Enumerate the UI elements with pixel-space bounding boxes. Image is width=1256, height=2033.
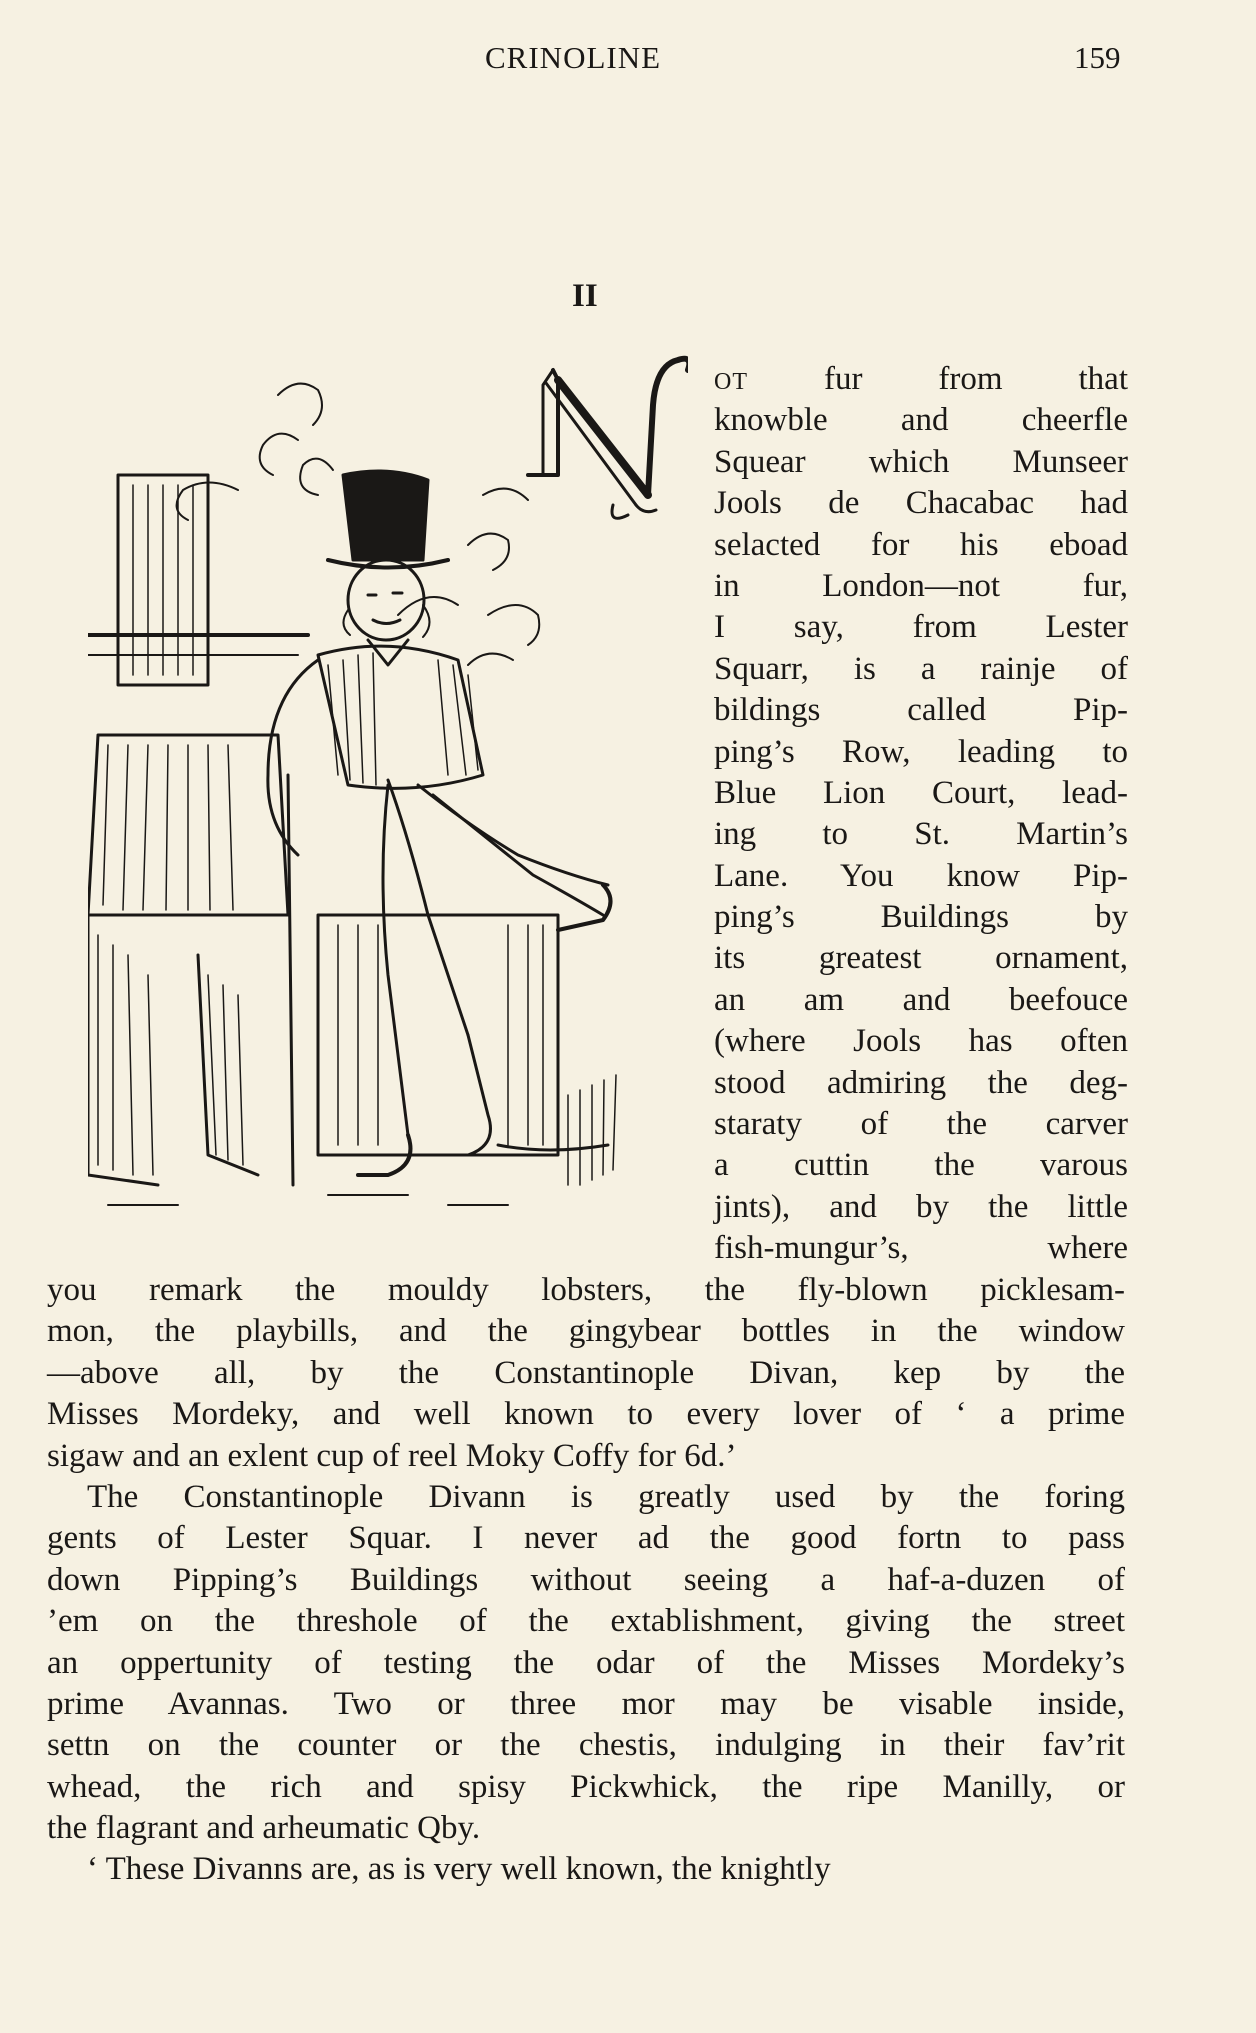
running-header-title: CRINOLINE xyxy=(485,40,662,75)
text-line: Lane. You know Pip- xyxy=(714,857,1128,894)
text-line: Squarr, is a rainje of xyxy=(714,650,1128,687)
text-line: whead, the rich and spisy Pickwhick, the ripe Manilly, or xyxy=(47,1768,1125,1805)
text-line: in London—not fur, xyxy=(714,567,1128,604)
text-line: jints), and by the little xyxy=(714,1188,1128,1225)
body-text xyxy=(47,1270,1125,1891)
text-line: Jools de Chacabac had xyxy=(714,485,1128,522)
text-line: The Constantinople Divann is greatly used by the foring xyxy=(87,1478,1125,1515)
text-line: OT fur from that xyxy=(714,361,1128,397)
drop-cap-N-illustration xyxy=(88,355,688,1235)
text-line: staraty of the carver xyxy=(714,1106,1128,1143)
text-line: its greatest ornament, xyxy=(714,940,1128,977)
letter-N-glyph xyxy=(528,359,688,519)
text-line: ing to St. Martin’s xyxy=(714,816,1128,853)
text-line: bildings called Pip- xyxy=(714,692,1128,729)
text-line: Squear which Munseer xyxy=(714,443,1128,480)
small-caps-opening: OT xyxy=(714,369,748,395)
text-line: a cuttin the varous xyxy=(714,1147,1128,1184)
text-line: (where Jools has often xyxy=(714,1023,1128,1060)
text-line: Misses Mordeky, and well known to every lover of ‘ a prime xyxy=(47,1396,1125,1433)
text-line: sigaw and an exlent cup of reel Moky Coffy for 6d.’ xyxy=(47,1437,737,1474)
text-line: —above all, by the Constantinople Divan, kep by the xyxy=(47,1354,1125,1391)
text-line: the flagrant and arheumatic Qby. xyxy=(47,1810,481,1847)
text-line: settn on the counter or the chestis, indulging in their fav’rit xyxy=(47,1727,1125,1764)
text-line: knowble and cheerfle xyxy=(714,402,1128,439)
text-line: ping’s Buildings by xyxy=(714,899,1128,936)
text-line: stood admiring the deg- xyxy=(714,1064,1128,1101)
text-line: mon, the playbills, and the gingybear bottles in the window xyxy=(47,1313,1125,1350)
text-line: you remark the mouldy lobsters, the fly-blown picklesam- xyxy=(47,1272,1125,1308)
text-line: down Pipping’s Buildings without seeing a haf-a-duzen of xyxy=(47,1561,1125,1598)
text-line: an am and beefouce xyxy=(714,981,1128,1018)
text-line: ping’s Row, leading to xyxy=(714,733,1128,770)
page-number: 159 xyxy=(1074,40,1121,75)
text-line: an oppertunity of testing the odar of the Misses Mordeky’s xyxy=(47,1644,1125,1681)
text-line: ’em on the threshole of the extablishment, giving the street xyxy=(47,1603,1125,1640)
text-line: selacted for his eboad xyxy=(714,526,1128,563)
text-line: Blue Lion Court, lead- xyxy=(714,774,1128,811)
text-line: gents of Lester Squar. I never ad the good fortn to pass xyxy=(47,1520,1125,1557)
section-number: II xyxy=(572,278,598,314)
text-line: fish-mungur’s, where xyxy=(714,1230,1128,1267)
right-column-text xyxy=(714,359,1128,1270)
text-line: I say, from Lester xyxy=(714,609,1128,646)
text-line: ‘ These Divanns are, as is very well known, the knightly xyxy=(87,1851,831,1888)
text-line: prime Avannas. Two or three mor may be visable inside, xyxy=(47,1685,1125,1722)
